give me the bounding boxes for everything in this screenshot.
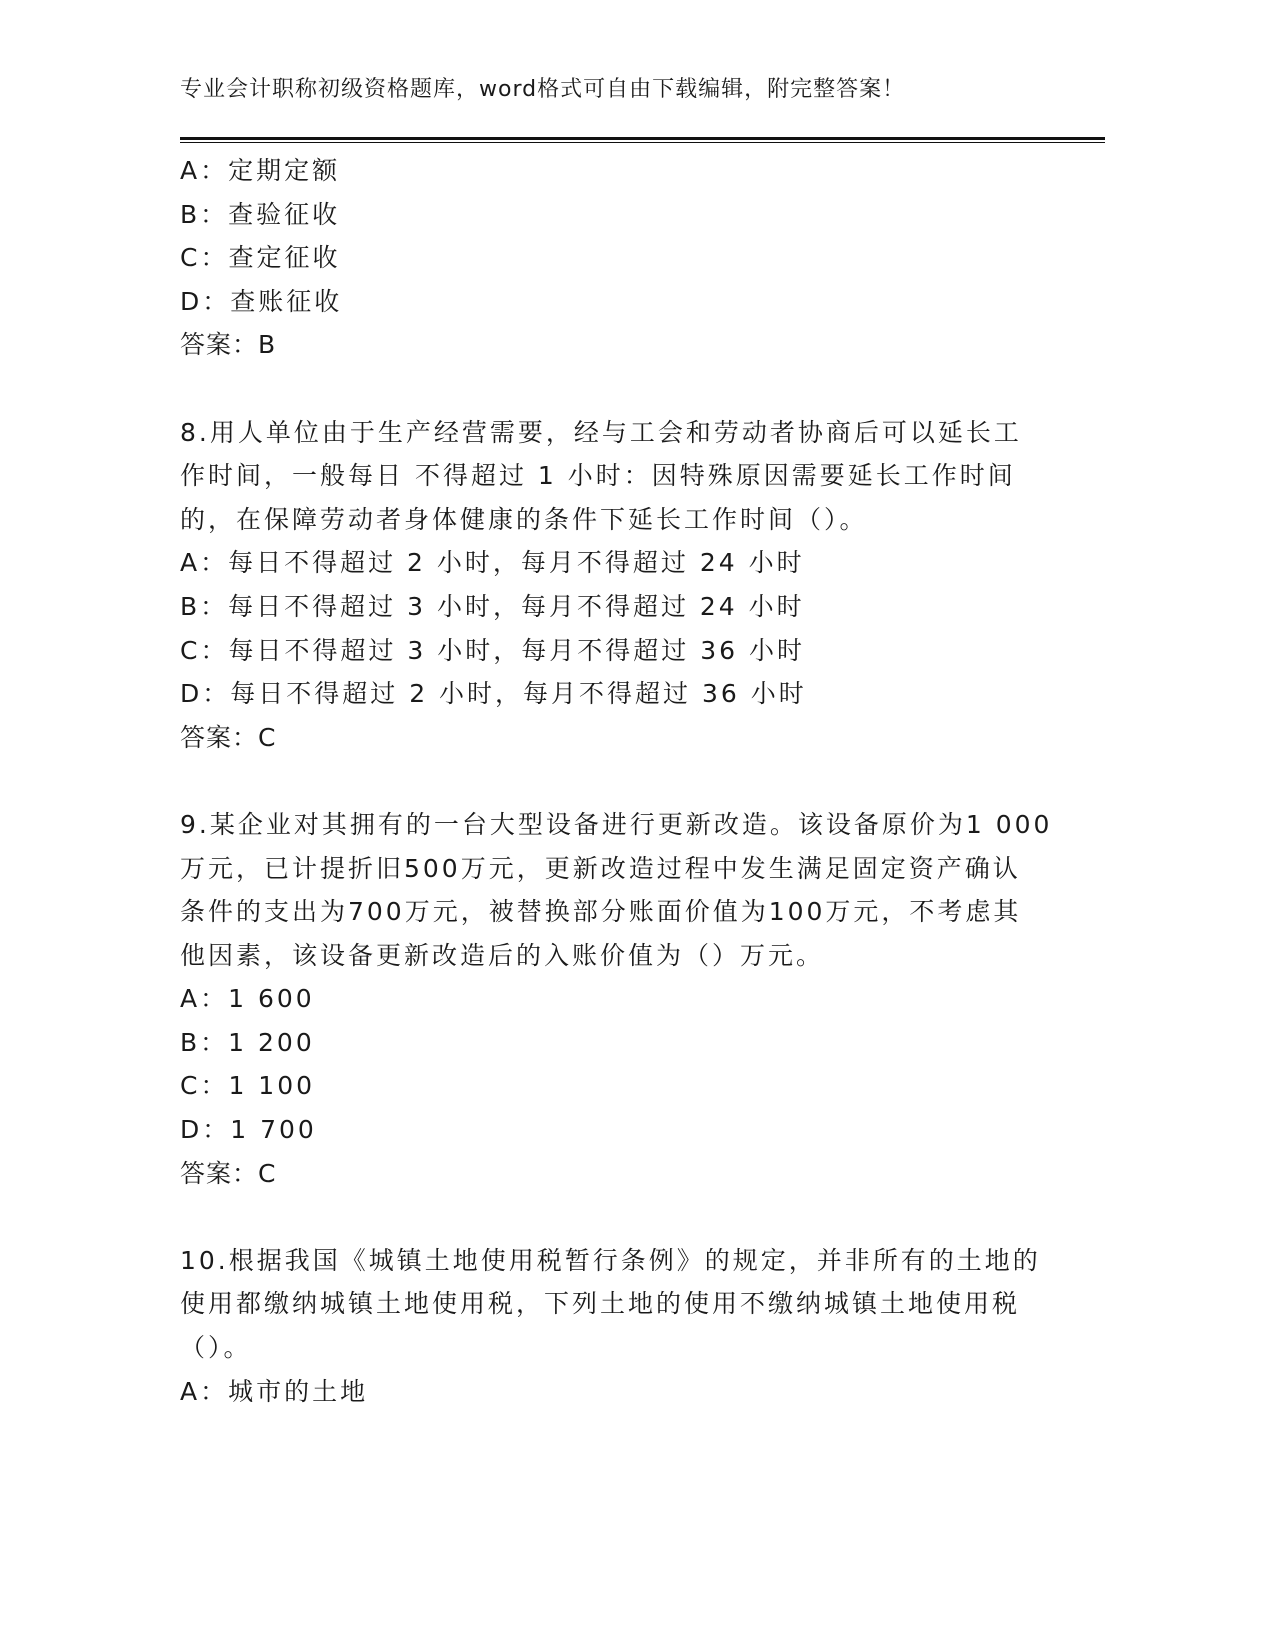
answer-line: 答案：C <box>180 722 277 752</box>
question-content <box>180 149 1053 1413</box>
option-c: C：查定征收 <box>180 243 341 273</box>
option-d: D：1 700 <box>180 1115 317 1145</box>
option-b: B：查验征收 <box>180 199 341 229</box>
option-c: C：1 100 <box>180 1071 316 1101</box>
header-divider-thick <box>180 137 1105 140</box>
option-a: A：1 600 <box>180 984 315 1014</box>
header-divider-thin <box>180 142 1105 143</box>
question-8 <box>180 411 1040 760</box>
question-stem-line: 9.某企业对其拥有的一台大型设备进行更新改造。该设备原价为1 000 <box>180 809 1053 839</box>
answer-line: 答案：B <box>180 330 277 360</box>
question-stem-line: 10.根据我国《城镇土地使用税暂行条例》的规定，并非所有的土地的 <box>180 1245 1041 1275</box>
page-header: 专业会计职称初级资格题库，word格式可自由下载编辑，附完整答案！ <box>180 77 906 102</box>
question-spacer <box>180 1195 1040 1239</box>
question-9 <box>180 803 1053 1195</box>
option-b: B：每日不得超过 3 小时，每月不得超过 24 小时 <box>180 591 805 621</box>
option-a: A：每日不得超过 2 小时，每月不得超过 24 小时 <box>180 548 805 578</box>
option-a: A：定期定额 <box>180 156 341 185</box>
option-a: A：城市的土地 <box>180 1376 369 1406</box>
answer-line: 答案：C <box>180 1158 277 1188</box>
question-spacer <box>180 759 1040 803</box>
option-d: D：查账征收 <box>180 286 343 316</box>
question-stem-line: 条件的支出为700万元，被替换部分账面价值为100万元，不考虑其 <box>180 897 1022 927</box>
question-stem-line: 他因素，该设备更新改造后的入账价值为（）万元。 <box>180 940 825 970</box>
question-spacer <box>180 367 1040 411</box>
option-b: B：1 200 <box>180 1027 315 1057</box>
question-stem-line: 8.用人单位由于生产经营需要，经与工会和劳动者协商后可以延长工 <box>180 417 1022 447</box>
question-10 <box>180 1239 1040 1413</box>
question-stem-line: 万元，已计提折旧500万元，更新改造过程中发生满足固定资产确认 <box>180 853 1021 883</box>
question-7 <box>180 149 1040 367</box>
question-stem-line: 使用都缴纳城镇土地使用税，下列土地的使用不缴纳城镇土地使用税 <box>180 1289 1021 1319</box>
question-stem-line: （）。 <box>180 1333 252 1363</box>
option-d: D：每日不得超过 2 小时，每月不得超过 36 小时 <box>180 679 807 709</box>
option-c: C：每日不得超过 3 小时，每月不得超过 36 小时 <box>180 635 805 665</box>
question-stem-line: 作时间，一般每日 不得超过 1 小时：因特殊原因需要延长工作时间 <box>180 461 1016 491</box>
question-stem-line: 的，在保障劳动者身体健康的条件下延长工作时间（）。 <box>180 504 868 534</box>
